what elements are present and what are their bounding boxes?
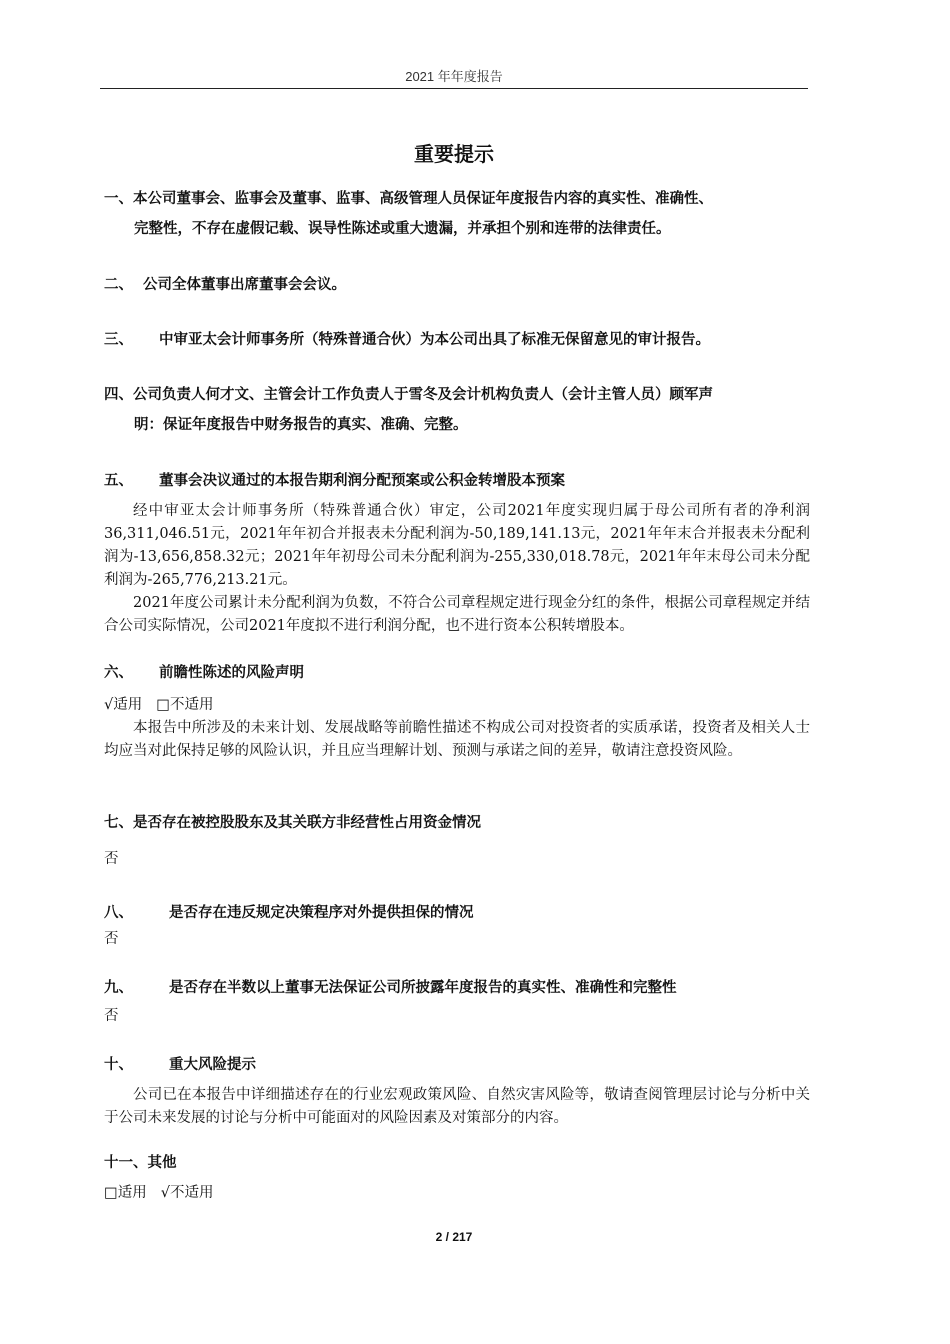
section-heading: 是否存在半数以上董事无法保证公司所披露年度报告的真实性、准确性和完整性 [169,980,677,996]
section-1 [104,184,810,244]
section-number: 五、 [104,473,133,489]
applicability-options [104,694,810,717]
section-8 [104,898,810,951]
section-text: 中审亚太会计师事务所（特殊普通合伙）为本公司出具了标准无保留意见的审计报告。 [159,332,710,348]
section-number: 二、 [104,277,133,293]
header-divider [100,88,808,89]
section-heading: 其他 [147,1155,177,1171]
section-6 [104,658,810,763]
section-10 [104,1050,810,1130]
section-number: 八、 [104,905,133,921]
section-heading: 是否存在违反规定决策程序对外提供担保的情况 [169,905,474,921]
section-9 [104,973,810,1028]
section-number: 七、 [104,815,133,831]
section-number: 四、 [104,387,133,403]
major-risk-paragraph: 公司已在本报告中详细描述存在的行业宏观政策风险、自然灾害风险等，敬请查阅管理层讨论与分析中关于公司未来发展的讨论与分析中可能面对的风险因素及对策部分的内容。 [104,1087,810,1126]
section-number: 六、 [104,665,133,681]
not-applicable-checkbox: □不适用 [156,697,214,713]
section-number: 十一、 [104,1155,148,1171]
section-number: 一、 [104,191,133,207]
section-number: 十、 [104,1057,133,1073]
section-heading: 是否存在被控股股东及其关联方非经营性占用资金情况 [133,815,481,831]
applicability-options [104,1182,810,1205]
risk-statement-paragraph: 本报告中所涉及的未来计划、发展战略等前瞻性描述不构成公司对投资者的实质承诺，投资者及相关人士均应当对此保持足够的风险认识，并且应当理解计划、预测与承诺之间的差异，敬请注意投资风险。 [104,720,810,759]
applicable-checkbox: √适用 [104,697,143,713]
section-text: 公司全体董事出席董事会会议。 [143,277,346,293]
section-text: 公司负责人何才文、主管会计工作负责人于雪冬及会计机构负责人（会计主管人员）顾军声 [133,387,713,403]
section-7 [104,808,810,871]
page-number: 2 / 217 [435,1230,473,1244]
page-title: 重要提示 [414,142,494,166]
section-heading: 前瞻性陈述的风险声明 [159,665,304,681]
section-heading: 董事会决议通过的本报告期利润分配预案或公积金转增股本预案 [159,473,565,489]
profit-distribution-decision: 2021年度公司累计未分配利润为负数，不符合公司章程规定进行现金分红的条件，根据公司章程规定并结合公司实际情况，公司2021年度拟不进行利润分配，也不进行资本公积转增股本。 [104,595,810,634]
section-number: 九、 [104,980,133,996]
section-text-continued: 完整性，不存在虚假记载、误导性陈述或重大遗漏，并承担个别和连带的法律责任。 [134,221,671,237]
section-5 [104,466,810,638]
section-heading: 重大风险提示 [169,1057,256,1073]
section-answer: 否 [104,931,119,947]
section-text: 本公司董事会、监事会及董事、监事、高级管理人员保证年度报告内容的真实性、准确性、 [133,191,713,207]
section-answer: 否 [104,1008,119,1024]
section-2 [104,270,810,300]
section-3 [104,325,810,355]
section-11 [104,1148,810,1205]
page-header: 2021 年年度报告 [405,69,503,84]
applicable-checkbox: □适用 [104,1185,147,1201]
section-4 [104,380,810,440]
section-answer: 否 [104,851,119,867]
not-applicable-checkbox: √不适用 [160,1185,214,1201]
section-text-continued: 明：保证年度报告中财务报告的真实、准确、完整。 [134,417,468,433]
profit-distribution-paragraph: 经中审亚太会计师事务所（特殊普通合伙）审定，公司2021年度实现归属于母公司所有者的净利润36,311,046.51元，2021年年初合并报表未分配利润为-50,189,141.13元，2021年年末合并报表未分配利润为-13,656,858.32元；2021年年初母公司未分配利润为-255,330,018.78元，2021年年末母公司未分配利润为-265,776,213.21元。 [104,503,810,588]
section-number: 三、 [104,332,133,348]
